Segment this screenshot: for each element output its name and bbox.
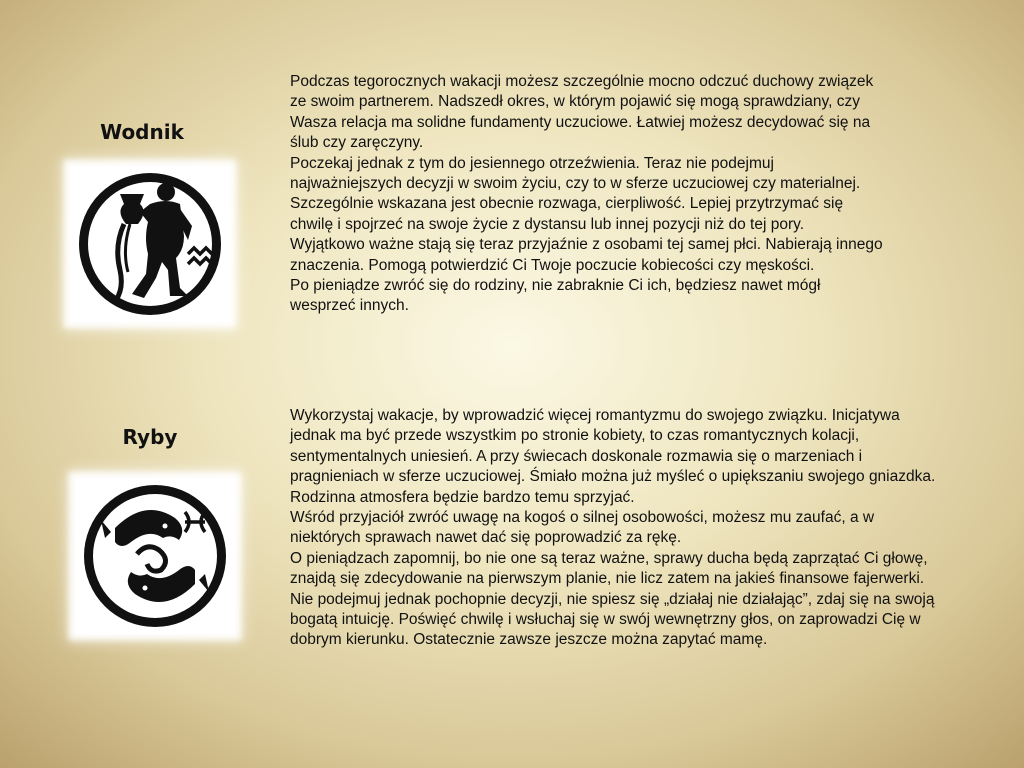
- sign-title-ryby: Ryby: [122, 425, 178, 449]
- paragraph: Wyjątkowo ważne stają się teraz przyjaźnie z osobami tej samej płci. Nabierają innego znaczenia. Pomogą potwierdzić Ci Twoje poczucie kobiecości czy męskości.: [290, 236, 883, 274]
- horoscope-text-wodnik: [290, 72, 890, 317]
- paragraph: O pieniądzach zapomnij, bo nie one są teraz ważne, sprawy ducha będą zaprzątać Ci głowę, znajdą się zdecydowanie na pierwszym planie, nie licz zatem na jakieś finansowe fajerwerki.: [290, 549, 928, 588]
- pisces-image: [75, 478, 235, 634]
- horoscope-text-ryby: [290, 406, 940, 651]
- paragraph: Podczas tegorocznych wakacji możesz szczególnie mocno odczuć duchowy związek ze swoim partnerem. Nadszedł okres, w którym pojawić się mogą sprawdziany, czy Wasza relacja ma solidne fundamenty uczuciowe. Łatwiej możesz decydować się na ślub czy zaręczyny.: [290, 73, 874, 152]
- paragraph: Wykorzystaj wakacje, by wprowadzić więcej romantyzmu do swojego związku. Inicjatywa jednak ma być przede wszystkim po stronie kobiety, to czas romantycznych kolacji, sentymentalnych uniesień. A przy świecach doskonale rozmawia się o marzeniach i pragnieniach w sferze uczuciowej. Śmiało można już myśleć o upiększaniu swojego gniazdka. Rodzinna atmosfera będzie bardzo temu sprzyjać.: [290, 407, 936, 506]
- paragraph: Poczekaj jednak z tym do jesiennego otrzeźwienia. Teraz nie podejmuj najważniejszych decyzji w swoim życiu, czy to w sferze uczuciowej czy materialnej. Szczególnie wskazana jest obecnie rozwaga, cierpliwość. Lepiej przytrzymać się chwilę i spojrzeć na swoje życie z dystansu lub innej pozycji niż do tej pory.: [290, 154, 861, 233]
- aquarius-icon: [70, 166, 230, 322]
- sign-title-wodnik: Wodnik: [100, 120, 184, 144]
- paragraph: Po pieniądze zwróć się do rodziny, nie zabraknie Ci ich, będziesz nawet mógł wesprzeć innych.: [290, 277, 821, 315]
- paragraph: Nie podejmuj jednak pochopnie decyzji, nie spiesz się „działaj nie działając”, zdaj się na swoją bogatą intuicję. Poświęć chwilę i wsłuchaj się w swój wewnętrzny głos, on zaprowadzi Cię w dobrym kierunku. Ostatecznie zawsze jeszcze można zapytać mamę.: [290, 590, 935, 649]
- aquarius-image: [70, 166, 230, 322]
- pisces-icon: [75, 478, 235, 634]
- paragraph: Wśród przyjaciół zwróć uwagę na kogoś o silnej osobowości, możesz mu zaufać, a w niektórych sprawach nawet dać się poprowadzić za rękę.: [290, 509, 875, 547]
